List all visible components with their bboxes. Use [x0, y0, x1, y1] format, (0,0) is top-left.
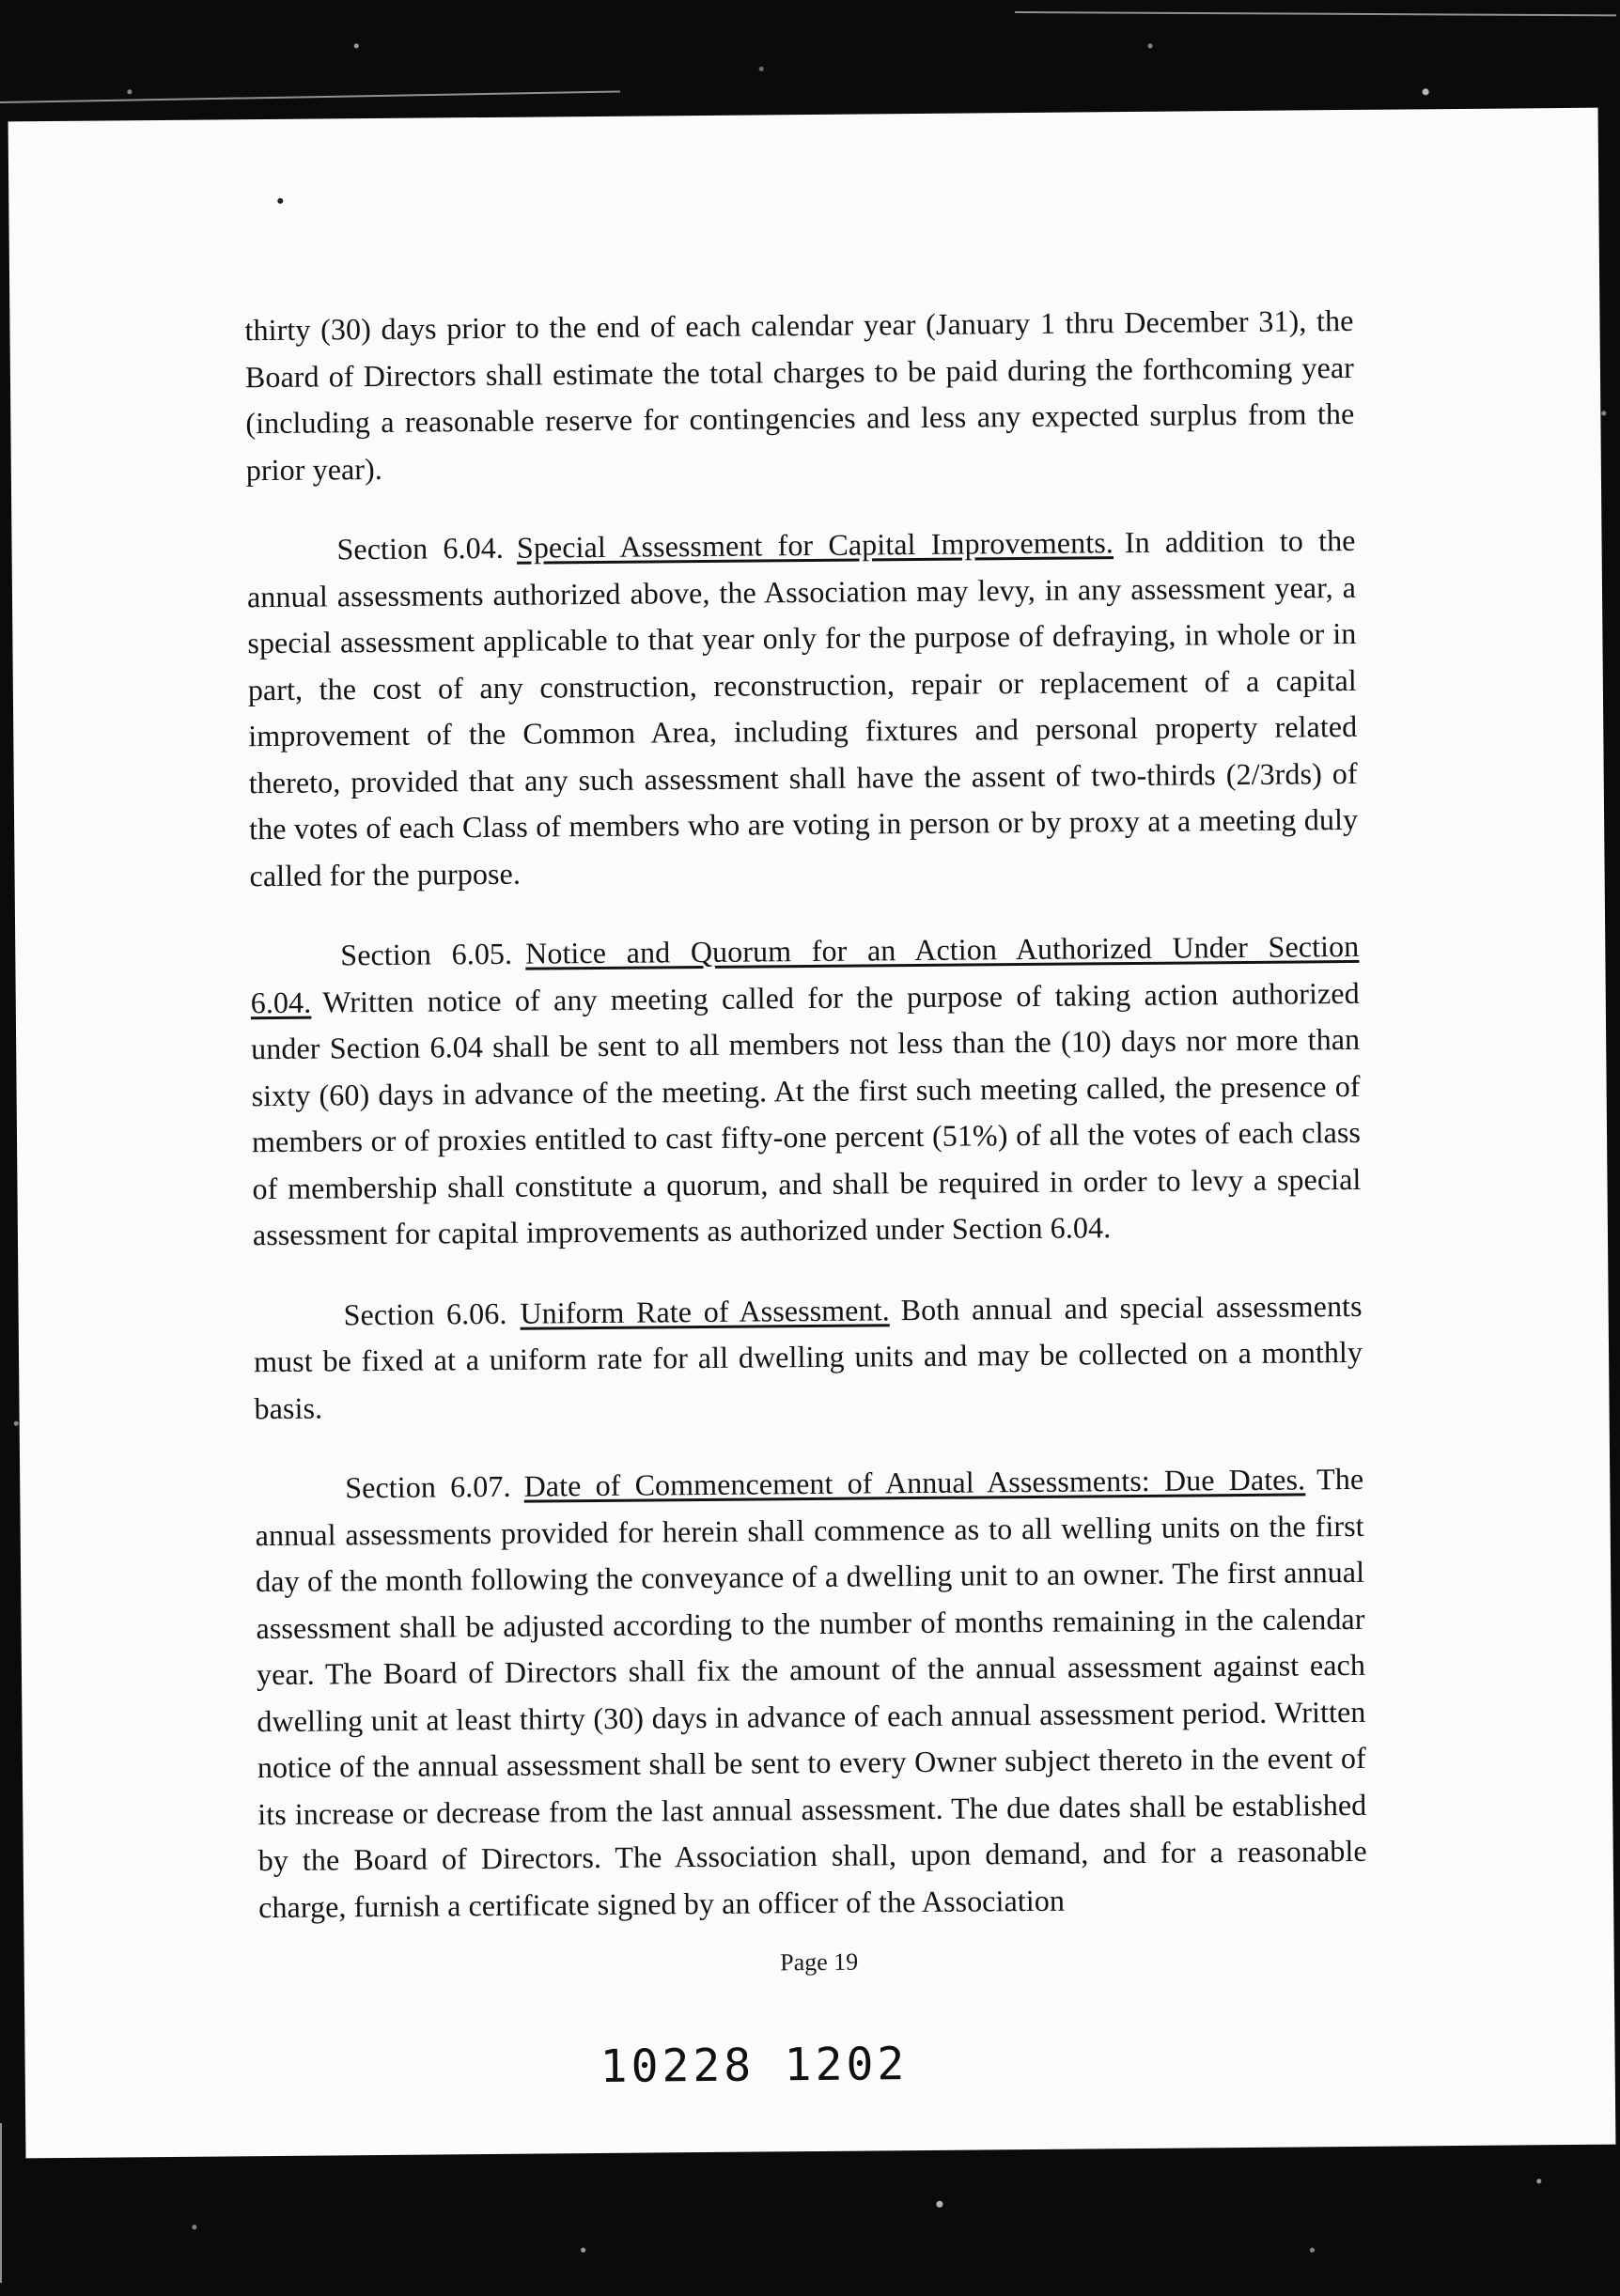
section-body: In addition to the annual assessments authorized above, the Association may levy, in any assessment year, a special assessment applicable to that year only for the purpose of defraying, in whole or in part, the cost of any construction, reconstruction, repair or replacement of a capital improvement of the Common Area, including fixtures and personal property related thereto, provided that any such assessment shall have the assent of two-thirds (2/3rds) of the votes of each Class of members who are voting in person or by proxy at a meeting duly called for the purpose.	[246, 522, 1359, 892]
section-body: The annual assessments provided for herein shall commence as to all welling units on the first day of the month following the conveyance of a dwelling unit to an owner. The first annual assessment shall be adjusted according to the number of months remaining in the calendar year. The Board of Directors shall fix the amount of the annual assessment against each dwelling unit at least thirty (30) days in advance of each annual assessment period. Written notice of the annual assessment shall be sent to every Owner subject thereto in the event of its increase or decrease from the last annual assessment. The due dates shall be established by the Board of Directors. The Association shall, upon demand, and for a reasonable charge, furnish a certificate signed by an officer of the Association	[255, 1461, 1367, 1924]
document-body	[244, 298, 1367, 1964]
page-number: Page 19	[780, 1947, 859, 1977]
document-page	[8, 108, 1616, 2159]
section-heading: Date of Commencement of Annual Assessments: Due Dates.	[523, 1462, 1306, 1503]
section-body: Both annual and special assessments must be fixed at a uniform rate for all dwelling units and may be collected on a monthly basis.	[253, 1288, 1363, 1425]
scan-scratch	[0, 2123, 2, 2283]
section-6-07	[255, 1456, 1367, 1931]
section-heading: Notice and Quorum for an Action Authorized Under Section 6.04.	[250, 928, 1360, 1019]
recording-page-number: 1202	[784, 2038, 909, 2092]
section-heading: Uniform Rate of Assessment.	[520, 1292, 890, 1330]
section-number: Section 6.05.	[340, 936, 513, 972]
section-body: Written notice of any meeting called for the purpose of taking action authorized under Section 6.04 shall be sent to all members not less than the (10) days nor more than sixty (60) days in advance of the meeting. At the first such meeting called, the presence of members or of proxies entitled to cast fifty-one percent (51%) of all the votes of each class of membership shall constitute a quorum, and shall be required in order to levy a special assessment for capital improvements as authorized under Section 6.04.	[251, 975, 1362, 1252]
section-number: Section 6.06.	[343, 1295, 507, 1331]
scan-speck	[277, 198, 283, 204]
section-6-05	[250, 923, 1362, 1259]
section-number: Section 6.04.	[336, 530, 505, 566]
section-number: Section 6.07.	[345, 1468, 511, 1505]
section-6-04	[246, 518, 1358, 899]
section-heading: Special Assessment for Capital Improvements.	[516, 525, 1114, 565]
opening-paragraph: thirty (30) days prior to the end of each calendar year (January 1 thru December 31), the Board of Directors shall estimate the total charges to be paid during the forthcoming year (including a reasonable reserve for contingencies and less any expected surplus from the prior year).	[244, 303, 1355, 487]
section-6-06	[253, 1282, 1363, 1432]
recording-book-number: 10228	[600, 2039, 755, 2094]
